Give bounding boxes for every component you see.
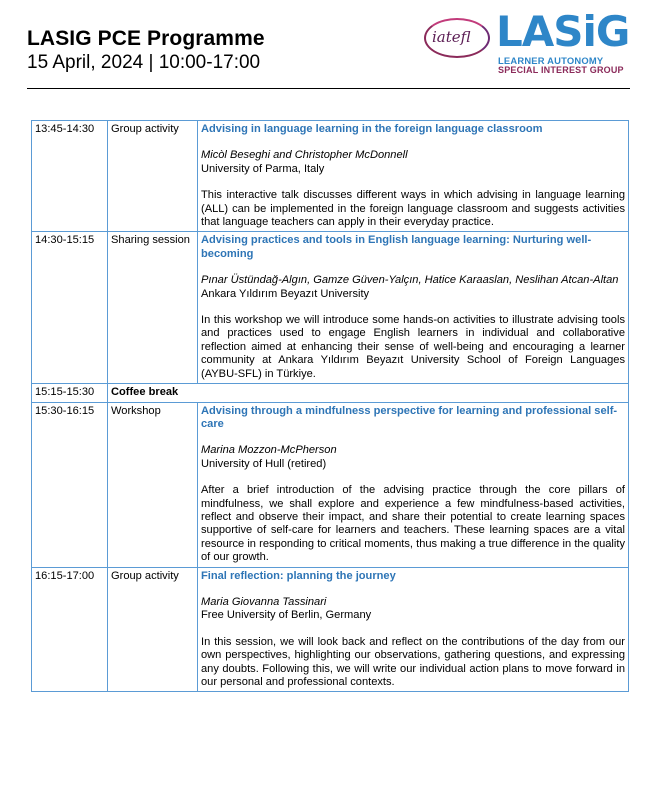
session-time: 16:15-17:00 bbox=[32, 567, 108, 692]
session-type: Sharing session bbox=[108, 232, 198, 384]
header-divider bbox=[27, 88, 630, 89]
session-type: Group activity bbox=[108, 567, 198, 692]
session-time: 13:45-14:30 bbox=[32, 121, 108, 232]
session-type: Group activity bbox=[108, 121, 198, 232]
session-abstract: This interactive talk discusses different ways in which advising in language learning (ALL) can be implemented in the foreign language classroom and suggests activities that language teachers can apply in their everyday practice. bbox=[201, 189, 625, 229]
session-title: Advising through a mindfulness perspective for learning and professional self-care bbox=[201, 404, 618, 430]
programme-table bbox=[31, 120, 629, 692]
session-affiliation: Ankara Yıldırım Beyazıt University bbox=[201, 287, 370, 300]
coffee-break-label: Coffee break bbox=[108, 384, 629, 402]
session-affiliation: University of Hull (retired) bbox=[201, 457, 327, 470]
session-speakers: Marina Mozzon-McPherson bbox=[201, 444, 337, 457]
session-time: 14:30-15:15 bbox=[32, 232, 108, 384]
session-speakers: Maria Giovanna Tassinari bbox=[201, 595, 327, 608]
session-affiliation: University of Parma, Italy bbox=[201, 162, 325, 175]
session-type: Workshop bbox=[108, 402, 198, 567]
page-title: LASIG PCE Programme bbox=[27, 27, 265, 50]
session-abstract: In this session, we will look back and reflect on the contributions of the day from our own perspectives, highlighting our observations, gathering questions, and expressing any doubts. Following this, we will write our individual action plans to move forward in our personal and professional contexts. bbox=[201, 635, 625, 688]
session-time: 15:15-15:30 bbox=[32, 384, 108, 402]
session-details bbox=[198, 232, 629, 384]
table-row bbox=[32, 232, 629, 384]
lasig-tagline-2: SPECIAL INTEREST GROUP bbox=[498, 65, 624, 75]
lasig-wordmark: LASiG bbox=[496, 7, 630, 56]
session-abstract: After a brief introduction of the advising practice through the core pillars of mindfulness, we shall explore and experience a few mindfulness-based activities, reflect and observe their impact, and share their potential to create learning spaces supportive of self-care for learners and teachers. These learning spaces are a vital resource in responding to critical moments, thus making a true difference in the quality of our growth. bbox=[201, 484, 625, 564]
iatefl-logo-text: iatefl bbox=[432, 28, 471, 46]
session-details bbox=[198, 402, 629, 567]
table-row bbox=[32, 121, 629, 232]
session-title: Final reflection: planning the journey bbox=[201, 569, 396, 582]
session-details bbox=[198, 121, 629, 232]
session-time: 15:30-16:15 bbox=[32, 402, 108, 567]
session-title: Advising in language learning in the foreign language classroom bbox=[201, 123, 543, 135]
table-row bbox=[32, 567, 629, 692]
table-row bbox=[32, 384, 629, 402]
page-subtitle: 15 April, 2024 | 10:00-17:00 bbox=[27, 52, 261, 73]
table-row bbox=[32, 402, 629, 567]
session-speakers: Micòl Beseghi and Christopher McDonnell bbox=[201, 149, 408, 162]
session-affiliation: Free University of Berlin, Germany bbox=[201, 609, 372, 622]
page-header bbox=[0, 0, 657, 96]
session-speakers: Pınar Üstündağ-Algın, Gamze Güven-Yalçın, Hatice Karaaslan, Neslihan Atcan-Altan bbox=[201, 274, 619, 287]
session-title: Advising practices and tools in English language learning: Nurturing well-becoming bbox=[201, 234, 592, 260]
lasig-logo bbox=[424, 7, 630, 76]
session-abstract: In this workshop we will introduce some hands-on activities to illustrate advising tools and practices used to engage English learners in individual and collaborative reflection aimed at enhancing their sense of well-being and encouraging a learner community at Ankara Yıldırım Beyazıt University School of Foreign Languages (AYBU-SFL) in Türkiye. bbox=[201, 314, 625, 380]
session-details bbox=[198, 567, 629, 692]
lasig-tagline-1: LEARNER AUTONOMY bbox=[498, 55, 604, 66]
